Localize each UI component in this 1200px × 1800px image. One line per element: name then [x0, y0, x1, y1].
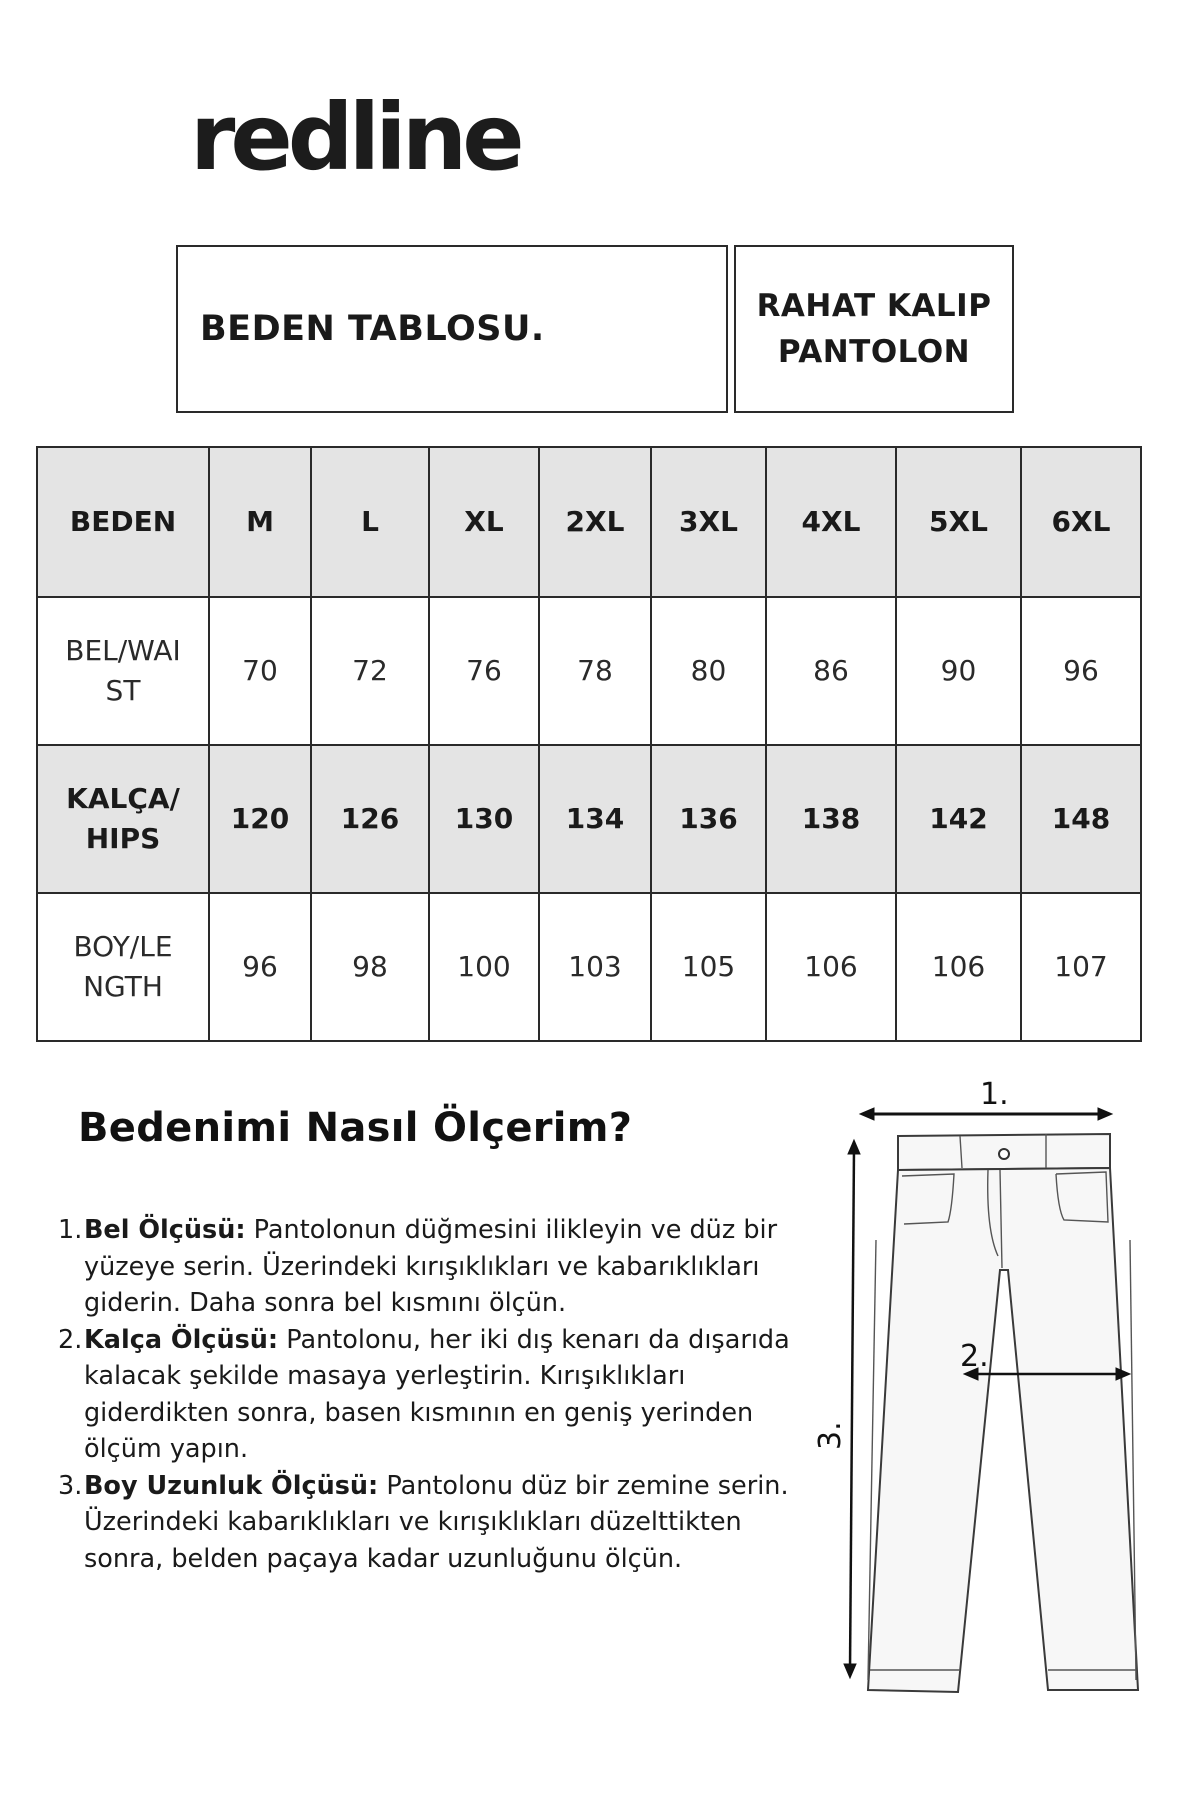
size-chart-title-box: [176, 245, 728, 413]
size-header-cell: 2XL: [539, 447, 651, 597]
size-header-cell: XL: [429, 447, 539, 597]
size-header-cell: M: [209, 447, 311, 597]
instruction-text: Pantolonu, her iki dış kenarı da dışarıda kalacak şekilde masaya yerleştirin. Kırışıklıkları giderdikten sonra, basen kısmının en geniş yerinden ölçüm yapın.: [84, 1324, 790, 1464]
measurement-value: 86: [766, 597, 896, 745]
product-type-line1: RAHAT KALIP: [756, 288, 992, 324]
measurement-value: 78: [539, 597, 651, 745]
measurement-value: 76: [429, 597, 539, 745]
instruction-number: 2.: [58, 1324, 83, 1355]
size-chart-title: BEDEN TABLOSU.: [200, 309, 545, 349]
measurement-row: [37, 893, 1141, 1041]
measurement-value: 103: [539, 893, 651, 1041]
size-header-cell: 3XL: [651, 447, 766, 597]
instruction-term: Kalça Ölçüsü:: [84, 1324, 279, 1355]
measurement-value: 120: [209, 745, 311, 893]
size-header-row: [37, 447, 1141, 597]
measurement-label: BOY/LE NGTH: [37, 893, 209, 1041]
measure-label-hip: 2.: [960, 1339, 989, 1374]
instruction-term: Bel Ölçüsü:: [84, 1215, 246, 1245]
size-header-cell: L: [311, 447, 429, 597]
measurement-value: 96: [209, 893, 311, 1041]
measurement-value: 107: [1021, 893, 1141, 1041]
size-header-label: BEDEN: [37, 447, 209, 597]
size-table: [36, 446, 1142, 1042]
measurement-value: 148: [1021, 745, 1141, 893]
size-header-cell: 6XL: [1021, 447, 1141, 597]
measurement-value: 142: [896, 745, 1021, 893]
instruction-item: [58, 1468, 828, 1578]
measurement-value: 136: [651, 745, 766, 893]
instruction-item: [58, 1212, 828, 1322]
measurement-row: [37, 597, 1141, 745]
measurement-value: 138: [766, 745, 896, 893]
instruction-item: [58, 1322, 828, 1468]
measurement-row: [37, 745, 1141, 893]
instruction-text: Pantolonun düğmesini ilikleyin ve düz bir yüzeye serin. Üzerindeki kırışıklıkları ve kabarıklıkları giderin. Daha sonra bel kısmını ölçün.: [84, 1215, 778, 1318]
measurement-value: 70: [209, 597, 311, 745]
instruction-term: Boy Uzunluk Ölçüsü:: [84, 1470, 379, 1501]
brand-logo: redline: [190, 84, 520, 191]
howto-title: Bedenimi Nasıl Ölçerim?: [78, 1105, 633, 1151]
product-type-label: [757, 283, 992, 375]
size-header-cell: 4XL: [766, 447, 896, 597]
measurement-value: 80: [651, 597, 766, 745]
measurement-value: 106: [766, 893, 896, 1041]
instruction-text: Pantolonu düz bir zemine serin. Üzerindeki kabarıklıkları ve kırışıklıkları düzelttikten sonra, belden paçaya kadar uzunluğunu ölçün.: [84, 1470, 789, 1574]
measurement-value: 100: [429, 893, 539, 1041]
measurement-value: 98: [311, 893, 429, 1041]
measurement-value: 126: [311, 745, 429, 893]
pants-measurement-icon: [813, 1070, 1160, 1690]
measurement-label: BEL/WAI ST: [37, 597, 209, 745]
measure-label-length: 3.: [813, 1421, 848, 1450]
measurement-label: KALÇA/ HIPS: [37, 745, 209, 893]
measurement-value: 96: [1021, 597, 1141, 745]
instruction-number: 1.: [58, 1215, 83, 1245]
measurement-value: 90: [896, 597, 1021, 745]
measurement-value: 130: [429, 745, 539, 893]
instruction-number: 3.: [58, 1470, 83, 1501]
measurement-value: 105: [651, 893, 766, 1041]
product-type-box: [734, 245, 1014, 413]
product-type-line2: PANTOLON: [777, 334, 971, 370]
size-header-cell: 5XL: [896, 447, 1021, 597]
measurement-value: 134: [539, 745, 651, 893]
measure-label-waist: 1.: [980, 1077, 1009, 1112]
instruction-list: [58, 1212, 828, 1577]
measurement-value: 72: [311, 597, 429, 745]
measurement-value: 106: [896, 893, 1021, 1041]
